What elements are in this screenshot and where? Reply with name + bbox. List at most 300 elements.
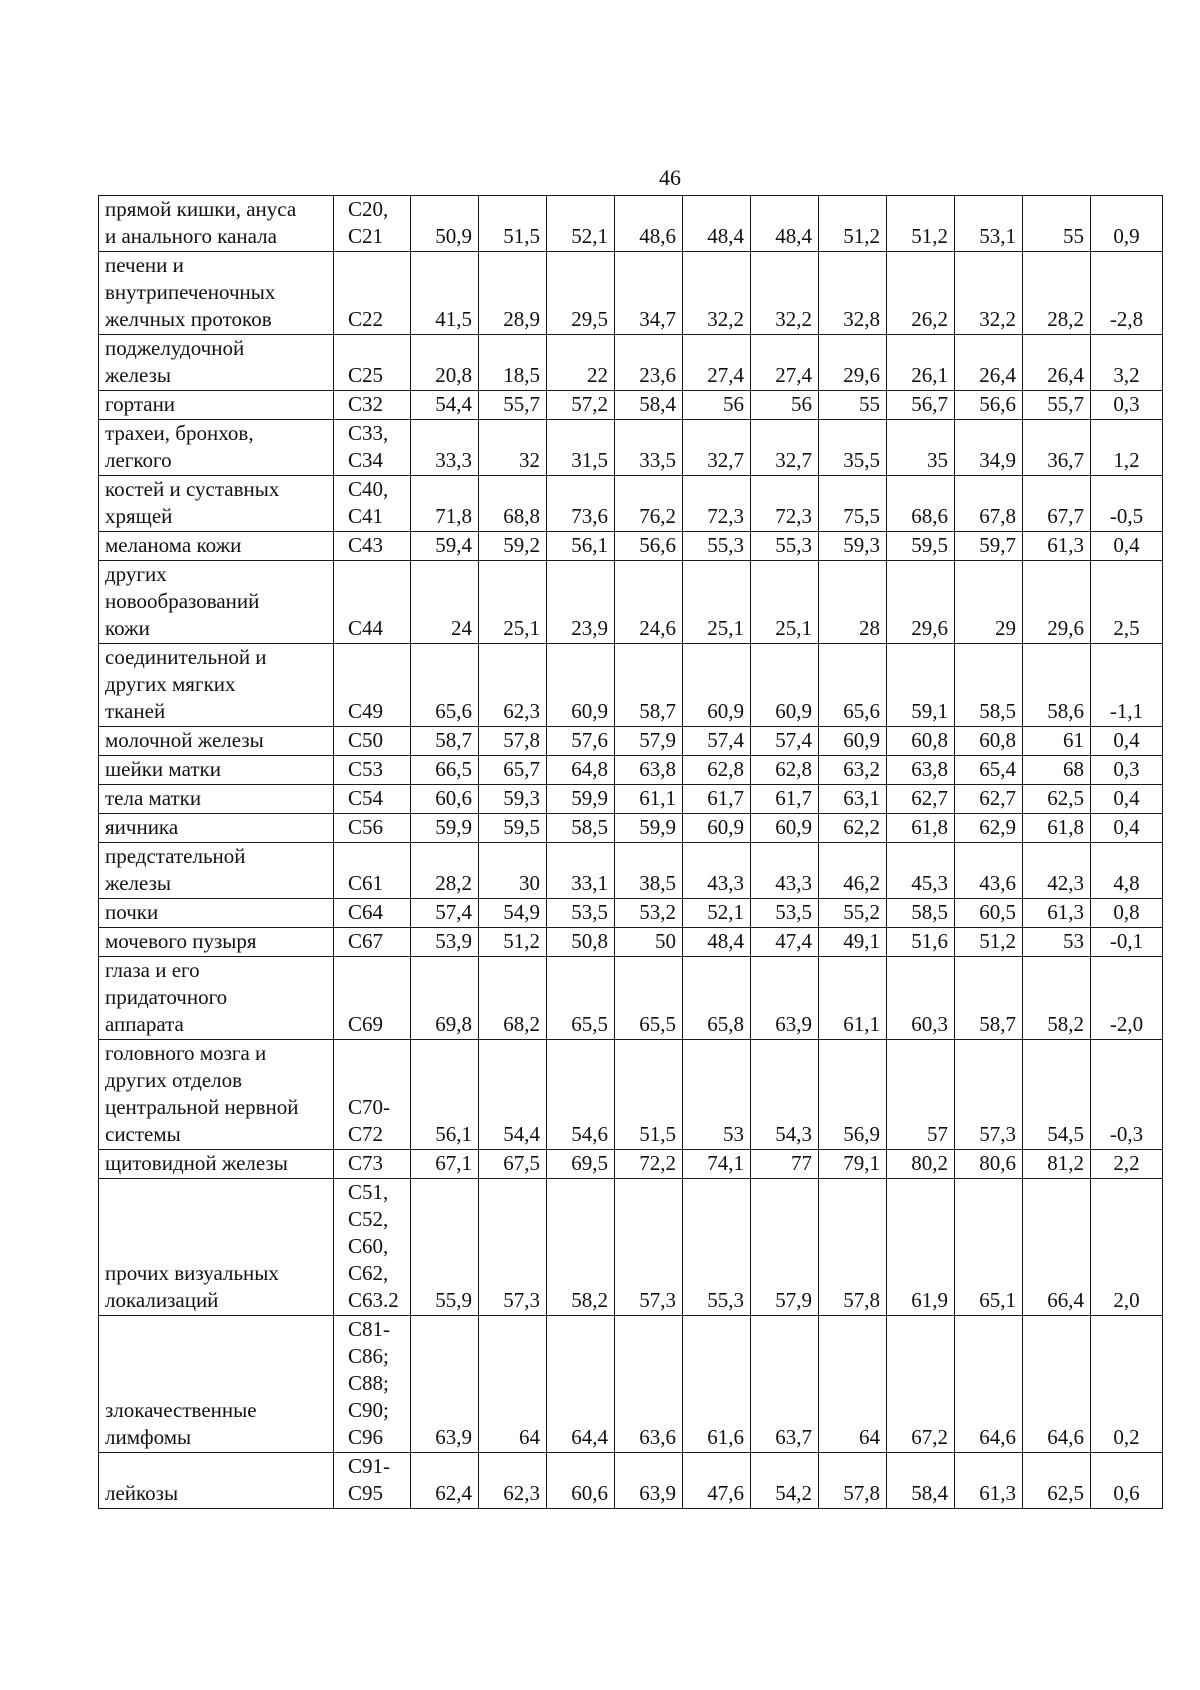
change-value-cell: -2,8 [1091,252,1163,335]
value-cell: 28,9 [479,252,547,335]
value-cell: 59,5 [479,814,547,843]
localization-name-cell: прямой кишки, ануса и анального канала [99,196,334,252]
value-cell: 55,7 [479,391,547,420]
value-cell: 69,5 [547,1150,615,1179]
value-cell: 62,3 [479,1453,547,1509]
value-cell: 51,2 [887,196,955,252]
value-cell: 32,7 [751,420,819,476]
value-cell: 32,2 [751,252,819,335]
value-cell: 32,7 [683,420,751,476]
value-cell: 57,2 [547,391,615,420]
value-cell: 64,6 [1023,1316,1091,1453]
localization-name-cell: почки [99,899,334,928]
value-cell: 27,4 [683,335,751,391]
value-cell: 42,3 [1023,843,1091,899]
localization-name-cell: яичника [99,814,334,843]
localization-name-cell: трахеи, бронхов, легкого [99,420,334,476]
value-cell: 53,9 [411,928,479,957]
value-cell: 34,7 [615,252,683,335]
value-cell: 33,1 [547,843,615,899]
value-cell: 26,2 [887,252,955,335]
value-cell: 56 [683,391,751,420]
value-cell: 59,3 [819,532,887,561]
change-value-cell: 2,2 [1091,1150,1163,1179]
localization-name-cell: лейкозы [99,1453,334,1509]
value-cell: 63,2 [819,756,887,785]
icd-code-cell: С20, С21 [334,196,411,252]
localization-name-cell: предстательной железы [99,843,334,899]
value-cell: 48,4 [751,196,819,252]
table-row [99,335,1163,391]
value-cell: 50,9 [411,196,479,252]
value-cell: 29,6 [819,335,887,391]
icd-code-cell: С43 [334,532,411,561]
value-cell: 67,5 [479,1150,547,1179]
value-cell: 57,3 [479,1179,547,1316]
icd-code-cell: С73 [334,1150,411,1179]
value-cell: 50,8 [547,928,615,957]
value-cell: 57,6 [547,727,615,756]
value-cell: 57,4 [411,899,479,928]
value-cell: 62,7 [887,785,955,814]
value-cell: 55,3 [683,1179,751,1316]
value-cell: 27,4 [751,335,819,391]
value-cell: 58,4 [615,391,683,420]
change-value-cell: 0,4 [1091,814,1163,843]
value-cell: 64 [479,1316,547,1453]
value-cell: 60,5 [955,899,1023,928]
value-cell: 55,3 [751,532,819,561]
value-cell: 65,1 [955,1179,1023,1316]
value-cell: 23,9 [547,561,615,644]
value-cell: 62,5 [1023,785,1091,814]
value-cell: 63,9 [411,1316,479,1453]
icd-code-cell: С49 [334,644,411,727]
value-cell: 61,1 [819,957,887,1040]
value-cell: 58,5 [887,899,955,928]
value-cell: 51,5 [479,196,547,252]
change-value-cell: 2,5 [1091,561,1163,644]
change-value-cell: -0,3 [1091,1040,1163,1150]
change-value-cell: 0,4 [1091,727,1163,756]
value-cell: 64,6 [955,1316,1023,1453]
change-value-cell: 0,3 [1091,391,1163,420]
value-cell: 36,7 [1023,420,1091,476]
change-value-cell: 0,9 [1091,196,1163,252]
change-value-cell: 0,3 [1091,756,1163,785]
value-cell: 57 [887,1040,955,1150]
value-cell: 58,7 [411,727,479,756]
value-cell: 59,9 [547,785,615,814]
value-cell: 30 [479,843,547,899]
value-cell: 67,1 [411,1150,479,1179]
value-cell: 58,2 [547,1179,615,1316]
value-cell: 25,1 [683,561,751,644]
value-cell: 25,1 [751,561,819,644]
localization-name-cell: злокачественные лимфомы [99,1316,334,1453]
value-cell: 65,6 [819,644,887,727]
value-cell: 55,3 [683,532,751,561]
value-cell: 58,7 [955,957,1023,1040]
value-cell: 61,3 [1023,532,1091,561]
table-row [99,756,1163,785]
value-cell: 57,9 [615,727,683,756]
value-cell: 53,1 [955,196,1023,252]
value-cell: 64,8 [547,756,615,785]
value-cell: 23,6 [615,335,683,391]
value-cell: 56,1 [547,532,615,561]
table-body [99,196,1163,1509]
localization-name-cell: прочих визуальных локализаций [99,1179,334,1316]
value-cell: 60,8 [887,727,955,756]
value-cell: 61,8 [1023,814,1091,843]
value-cell: 61,9 [887,1179,955,1316]
localization-name-cell: соединительной и других мягких тканей [99,644,334,727]
value-cell: 65,6 [411,644,479,727]
icd-code-cell: С56 [334,814,411,843]
value-cell: 54,4 [479,1040,547,1150]
table-row [99,1179,1163,1316]
value-cell: 60,3 [887,957,955,1040]
icd-code-cell: С81- С86; С88; С90; С96 [334,1316,411,1453]
value-cell: 28 [819,561,887,644]
value-cell: 29,6 [1023,561,1091,644]
change-value-cell: -2,0 [1091,957,1163,1040]
value-cell: 32,2 [683,252,751,335]
value-cell: 72,2 [615,1150,683,1179]
value-cell: 24 [411,561,479,644]
table-row [99,928,1163,957]
table-row [99,532,1163,561]
value-cell: 47,4 [751,928,819,957]
change-value-cell: 3,2 [1091,335,1163,391]
value-cell: 62,2 [819,814,887,843]
value-cell: 53,2 [615,899,683,928]
value-cell: 67,2 [887,1316,955,1453]
localization-name-cell: молочной железы [99,727,334,756]
value-cell: 59,3 [479,785,547,814]
value-cell: 79,1 [819,1150,887,1179]
value-cell: 61 [1023,727,1091,756]
change-value-cell: 0,4 [1091,785,1163,814]
value-cell: 58,2 [1023,957,1091,1040]
value-cell: 58,7 [615,644,683,727]
value-cell: 67,8 [955,476,1023,532]
value-cell: 60,9 [819,727,887,756]
icd-code-cell: С61 [334,843,411,899]
table-row [99,814,1163,843]
value-cell: 67,7 [1023,476,1091,532]
value-cell: 47,6 [683,1453,751,1509]
icd-code-cell: С40, С41 [334,476,411,532]
value-cell: 65,7 [479,756,547,785]
value-cell: 80,6 [955,1150,1023,1179]
icd-code-cell: С51, С52, С60, С62, С63.2 [334,1179,411,1316]
table-row [99,476,1163,532]
value-cell: 61,7 [683,785,751,814]
icd-code-cell: С33, С34 [334,420,411,476]
change-value-cell: 0,6 [1091,1453,1163,1509]
value-cell: 59,7 [955,532,1023,561]
localization-name-cell: меланома кожи [99,532,334,561]
value-cell: 32,8 [819,252,887,335]
value-cell: 56 [751,391,819,420]
value-cell: 54,4 [411,391,479,420]
value-cell: 62,7 [955,785,1023,814]
value-cell: 54,5 [1023,1040,1091,1150]
value-cell: 75,5 [819,476,887,532]
value-cell: 26,4 [955,335,1023,391]
icd-code-cell: С44 [334,561,411,644]
value-cell: 55 [1023,196,1091,252]
value-cell: 53,5 [751,899,819,928]
value-cell: 51,2 [479,928,547,957]
table-row [99,957,1163,1040]
value-cell: 63,9 [615,1453,683,1509]
icd-code-cell: С22 [334,252,411,335]
value-cell: 43,3 [683,843,751,899]
value-cell: 68 [1023,756,1091,785]
value-cell: 54,2 [751,1453,819,1509]
value-cell: 29,5 [547,252,615,335]
localization-name-cell: гортани [99,391,334,420]
value-cell: 65,5 [547,957,615,1040]
icd-code-cell: С54 [334,785,411,814]
value-cell: 55,9 [411,1179,479,1316]
value-cell: 60,8 [955,727,1023,756]
value-cell: 43,3 [751,843,819,899]
value-cell: 28,2 [411,843,479,899]
value-cell: 69,8 [411,957,479,1040]
value-cell: 62,4 [411,1453,479,1509]
value-cell: 59,2 [479,532,547,561]
value-cell: 57,4 [751,727,819,756]
value-cell: 63,6 [615,1316,683,1453]
value-cell: 76,2 [615,476,683,532]
change-value-cell: 0,2 [1091,1316,1163,1453]
value-cell: 55 [819,391,887,420]
localization-name-cell: поджелудочной железы [99,335,334,391]
value-cell: 26,1 [887,335,955,391]
value-cell: 58,4 [887,1453,955,1509]
value-cell: 65,5 [615,957,683,1040]
value-cell: 60,9 [547,644,615,727]
survival-table-wrapper [98,195,1163,1509]
change-value-cell: -0,1 [1091,928,1163,957]
value-cell: 50 [615,928,683,957]
value-cell: 58,5 [547,814,615,843]
icd-code-cell: С69 [334,957,411,1040]
value-cell: 64,4 [547,1316,615,1453]
value-cell: 25,1 [479,561,547,644]
value-cell: 66,5 [411,756,479,785]
change-value-cell: 0,4 [1091,532,1163,561]
value-cell: 81,2 [1023,1150,1091,1179]
value-cell: 34,9 [955,420,1023,476]
value-cell: 53,5 [547,899,615,928]
value-cell: 68,2 [479,957,547,1040]
value-cell: 63,8 [887,756,955,785]
localization-name-cell: мочевого пузыря [99,928,334,957]
icd-code-cell: С32 [334,391,411,420]
value-cell: 59,9 [411,814,479,843]
value-cell: 61,7 [751,785,819,814]
value-cell: 57,3 [615,1179,683,1316]
value-cell: 72,3 [751,476,819,532]
change-value-cell: -1,1 [1091,644,1163,727]
value-cell: 61,1 [615,785,683,814]
value-cell: 51,2 [819,196,887,252]
value-cell: 52,1 [683,899,751,928]
value-cell: 62,5 [1023,1453,1091,1509]
table-row [99,391,1163,420]
value-cell: 57,8 [819,1179,887,1316]
page-number: 46 [659,165,681,190]
value-cell: 63,1 [819,785,887,814]
change-value-cell: 1,2 [1091,420,1163,476]
value-cell: 29 [955,561,1023,644]
icd-code-cell: С91- С95 [334,1453,411,1509]
value-cell: 63,9 [751,957,819,1040]
value-cell: 61,8 [887,814,955,843]
localization-name-cell: печени и внутрипеченочных желчных протоков [99,252,334,335]
value-cell: 58,6 [1023,644,1091,727]
table-row [99,843,1163,899]
icd-code-cell: С67 [334,928,411,957]
value-cell: 56,6 [615,532,683,561]
localization-name-cell: тела матки [99,785,334,814]
value-cell: 18,5 [479,335,547,391]
value-cell: 59,9 [615,814,683,843]
localization-name-cell: костей и суставных хрящей [99,476,334,532]
localization-name-cell: щитовидной железы [99,1150,334,1179]
value-cell: 28,2 [1023,252,1091,335]
icd-code-cell: С53 [334,756,411,785]
value-cell: 52,1 [547,196,615,252]
value-cell: 61,3 [955,1453,1023,1509]
value-cell: 53 [683,1040,751,1150]
table-row [99,196,1163,252]
value-cell: 68,8 [479,476,547,532]
value-cell: 46,2 [819,843,887,899]
value-cell: 57,4 [683,727,751,756]
value-cell: 51,2 [955,928,1023,957]
value-cell: 59,5 [887,532,955,561]
value-cell: 45,3 [887,843,955,899]
value-cell: 22 [547,335,615,391]
localization-name-cell: шейки матки [99,756,334,785]
table-row [99,420,1163,476]
value-cell: 68,6 [887,476,955,532]
value-cell: 33,3 [411,420,479,476]
table-row [99,644,1163,727]
table-row [99,561,1163,644]
value-cell: 62,9 [955,814,1023,843]
value-cell: 80,2 [887,1150,955,1179]
value-cell: 64 [819,1316,887,1453]
table-row [99,785,1163,814]
value-cell: 55,7 [1023,391,1091,420]
value-cell: 58,5 [955,644,1023,727]
value-cell: 51,5 [615,1040,683,1150]
value-cell: 60,9 [751,644,819,727]
survival-table [98,195,1163,1509]
value-cell: 60,9 [683,814,751,843]
value-cell: 55,2 [819,899,887,928]
icd-code-cell: С70- С72 [334,1040,411,1150]
value-cell: 38,5 [615,843,683,899]
value-cell: 61,3 [1023,899,1091,928]
table-row [99,1040,1163,1150]
value-cell: 65,4 [955,756,1023,785]
value-cell: 72,3 [683,476,751,532]
localization-name-cell: глаза и его придаточного аппарата [99,957,334,1040]
value-cell: 60,9 [751,814,819,843]
value-cell: 71,8 [411,476,479,532]
localization-name-cell: других новообразований кожи [99,561,334,644]
value-cell: 73,6 [547,476,615,532]
value-cell: 77 [751,1150,819,1179]
value-cell: 48,4 [683,928,751,957]
value-cell: 74,1 [683,1150,751,1179]
value-cell: 26,4 [1023,335,1091,391]
value-cell: 49,1 [819,928,887,957]
value-cell: 24,6 [615,561,683,644]
value-cell: 33,5 [615,420,683,476]
table-row [99,1316,1163,1453]
value-cell: 60,9 [683,644,751,727]
value-cell: 35,5 [819,420,887,476]
value-cell: 62,3 [479,644,547,727]
value-cell: 59,4 [411,532,479,561]
icd-code-cell: С50 [334,727,411,756]
icd-code-cell: С25 [334,335,411,391]
value-cell: 56,1 [411,1040,479,1150]
value-cell: 57,3 [955,1040,1023,1150]
value-cell: 57,8 [479,727,547,756]
change-value-cell: 0,8 [1091,899,1163,928]
value-cell: 48,6 [615,196,683,252]
value-cell: 63,8 [615,756,683,785]
change-value-cell: -0,5 [1091,476,1163,532]
value-cell: 56,6 [955,391,1023,420]
value-cell: 54,9 [479,899,547,928]
value-cell: 20,8 [411,335,479,391]
value-cell: 66,4 [1023,1179,1091,1316]
value-cell: 54,6 [547,1040,615,1150]
value-cell: 53 [1023,928,1091,957]
value-cell: 62,8 [751,756,819,785]
value-cell: 63,7 [751,1316,819,1453]
localization-name-cell: головного мозга и других отделов центральной нервной системы [99,1040,334,1150]
value-cell: 32 [479,420,547,476]
table-row [99,1150,1163,1179]
value-cell: 51,6 [887,928,955,957]
change-value-cell: 2,0 [1091,1179,1163,1316]
table-row [99,252,1163,335]
value-cell: 57,8 [819,1453,887,1509]
value-cell: 43,6 [955,843,1023,899]
icd-code-cell: С64 [334,899,411,928]
value-cell: 54,3 [751,1040,819,1150]
value-cell: 32,2 [955,252,1023,335]
value-cell: 31,5 [547,420,615,476]
change-value-cell: 4,8 [1091,843,1163,899]
value-cell: 48,4 [683,196,751,252]
value-cell: 65,8 [683,957,751,1040]
value-cell: 61,6 [683,1316,751,1453]
value-cell: 29,6 [887,561,955,644]
